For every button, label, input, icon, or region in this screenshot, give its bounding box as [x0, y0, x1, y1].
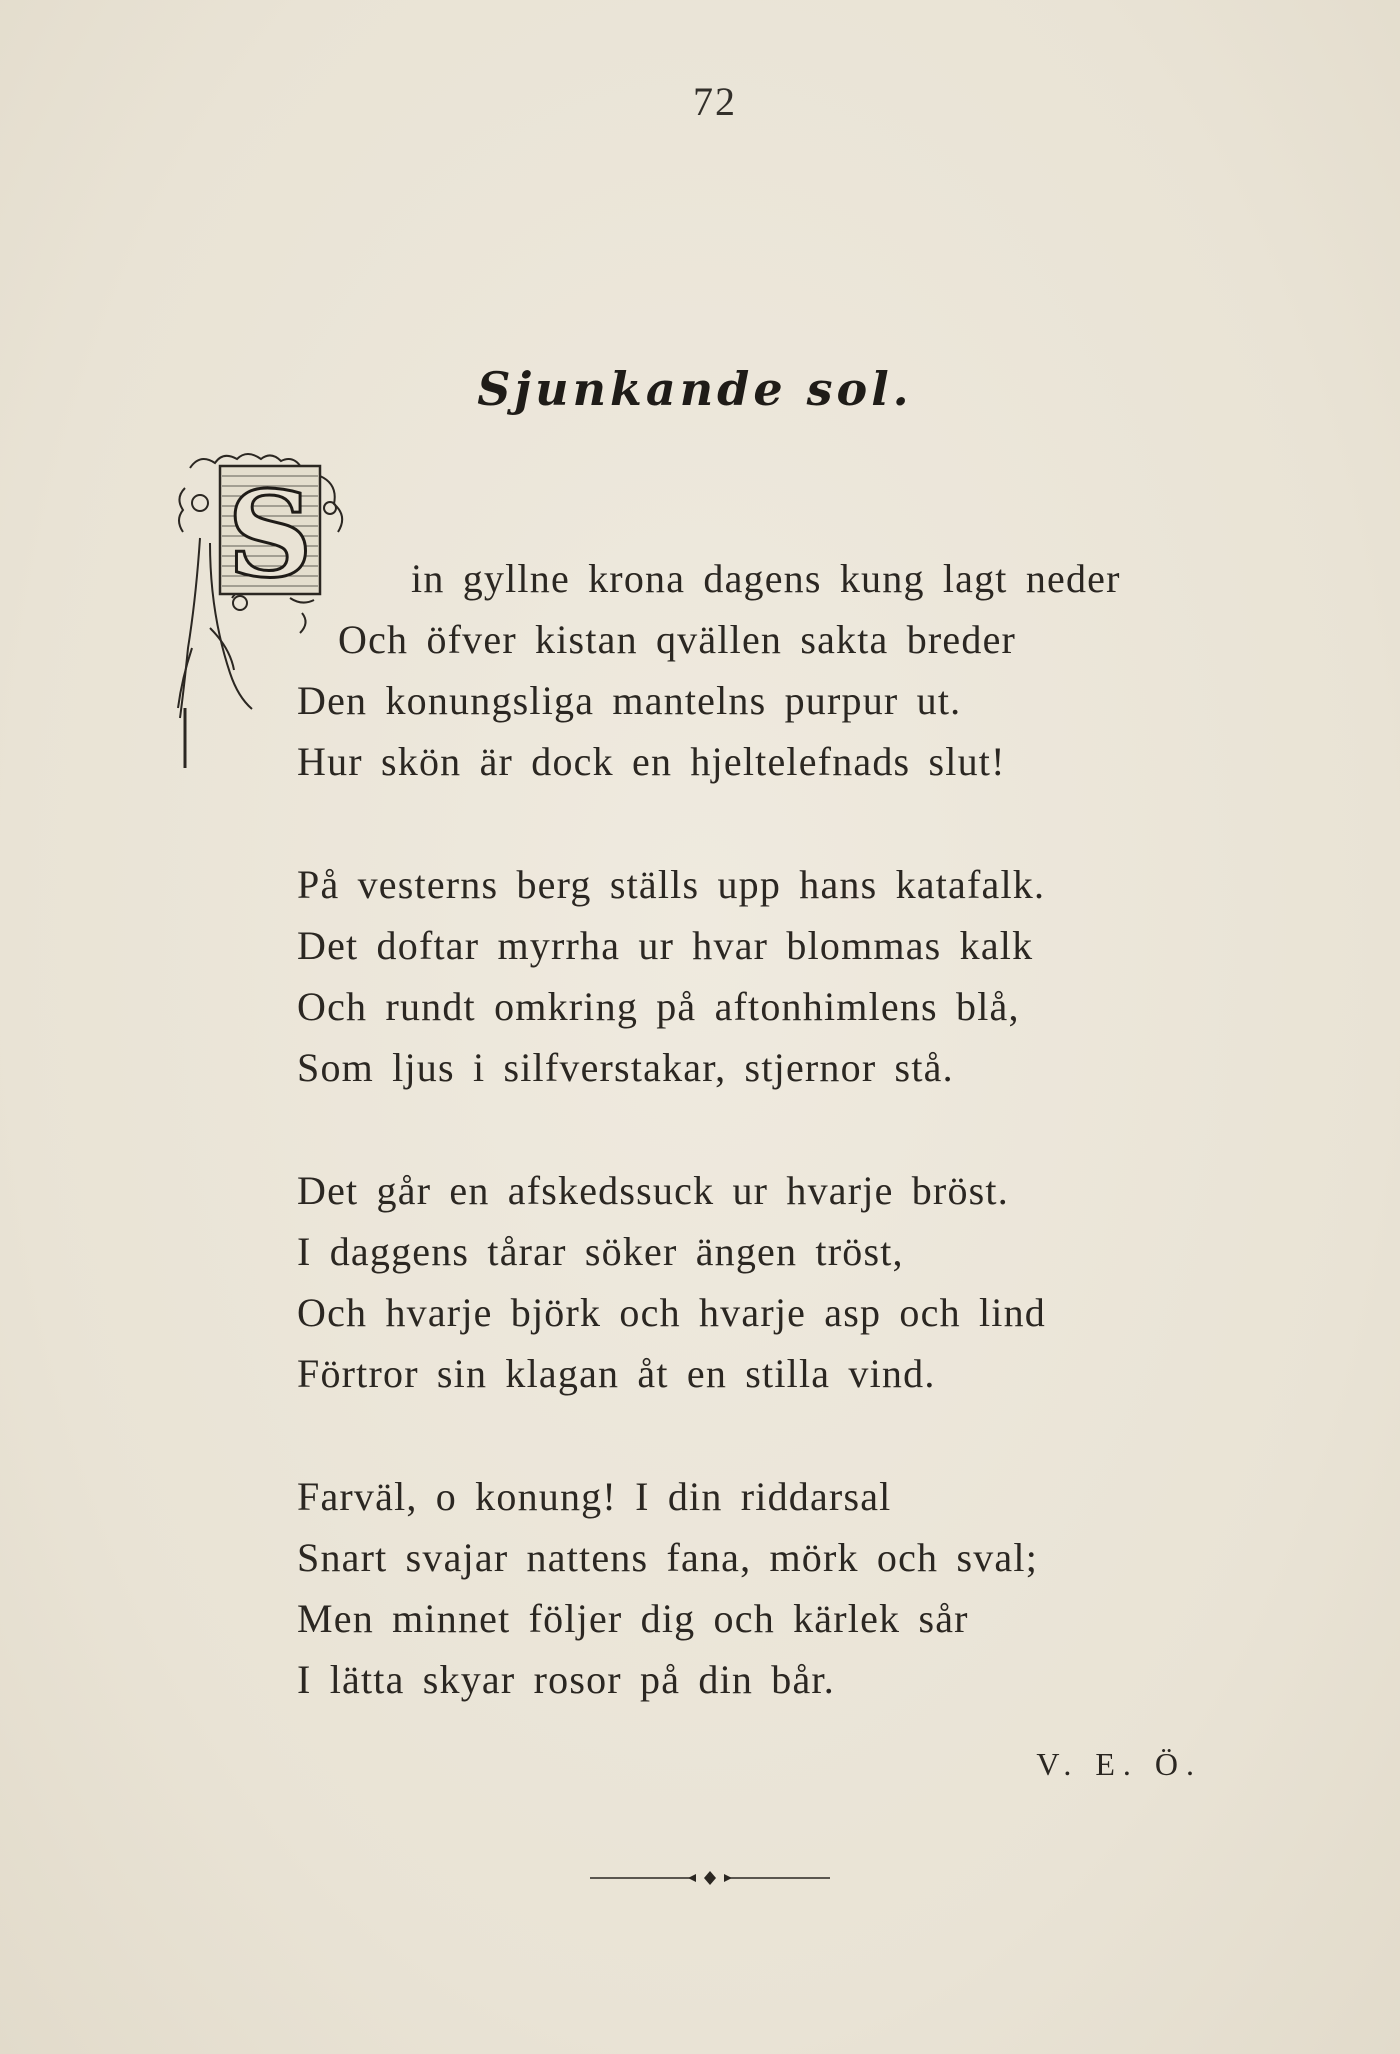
- poem-line: Snart svajar nattens fana, mörk och sval;: [297, 1535, 1039, 1580]
- stanza-1: [297, 548, 1197, 792]
- page-number: 72: [693, 79, 737, 124]
- poem-line: Farväl, o konung! I din riddarsal: [297, 1474, 892, 1519]
- stanza-3: [297, 1160, 1197, 1404]
- poem-line: Och rundt omkring på aftonhimlens blå,: [297, 984, 1020, 1029]
- poem-line: I lätta skyar rosor på din bår.: [297, 1657, 835, 1702]
- stanza-4: [297, 1466, 1197, 1710]
- poem-line: Det doftar myrrha ur hvar blommas kalk: [297, 923, 1034, 968]
- poem-line: Hur skön är dock en hjeltelefnads slut!: [297, 739, 1006, 784]
- stanza-2: [297, 854, 1197, 1098]
- poem-line: Den konungsliga mantelns purpur ut.: [297, 678, 962, 723]
- poem-line: Som ljus i silfverstakar, stjernor stå.: [297, 1045, 954, 1090]
- poem-line: Men minnet följer dig och kärlek sår: [297, 1596, 969, 1641]
- poem-line: Det går en afskedssuck ur hvarje bröst.: [297, 1168, 1009, 1213]
- poem-title: Sjunkande sol.: [477, 362, 913, 416]
- poem-line: På vesterns berg ställs upp hans katafalk.: [297, 862, 1046, 907]
- poem-line: in gyllne krona dagens kung lagt neder: [411, 556, 1121, 601]
- divider-ornament: [590, 1868, 830, 1888]
- poem-line: Och hvarje björk och hvarje asp och lind: [297, 1290, 1047, 1335]
- poem-line: I daggens tårar söker ängen tröst,: [297, 1229, 904, 1274]
- poem-body: [297, 548, 1197, 1710]
- poem-line: Förtror sin klagan åt en stilla vind.: [297, 1351, 936, 1396]
- author-signature: V. E. Ö.: [1036, 1746, 1202, 1782]
- svg-text:S: S: [227, 465, 313, 604]
- poem-line: Och öfver kistan qvällen sakta breder: [338, 617, 1017, 662]
